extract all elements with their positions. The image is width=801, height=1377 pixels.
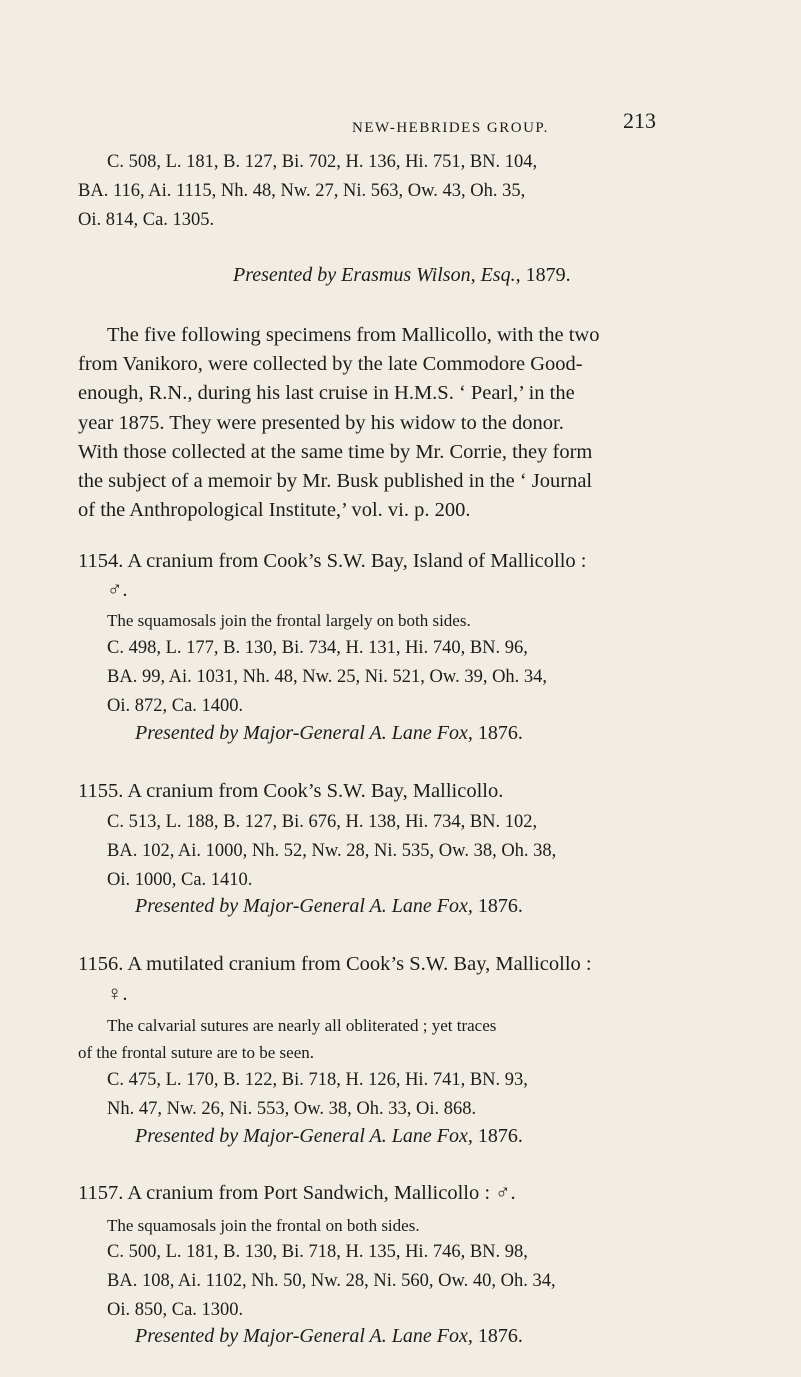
paragraph-line: from Vanikoro, were collected by the late Commodore Good-: [78, 353, 583, 375]
presenter: Presented by Major-General A. Lane Fox,: [135, 722, 478, 744]
entry-heading: 1155. A cranium from Cook’s S.W. Bay, Mallicollo.: [78, 780, 504, 802]
measurement-line: Oi. 872, Ca. 1400.: [107, 696, 244, 716]
entry-heading: 1157. A cranium from Port Sandwich, Mallicollo : ♂.: [78, 1182, 516, 1204]
entry-note: The squamosals join the frontal on both sides.: [107, 1216, 420, 1235]
presenter: Presented by Major-General A. Lane Fox,: [135, 895, 478, 917]
presented-line: [135, 1125, 523, 1148]
measurement-line: BA. 99, Ai. 1031, Nh. 48, Nw. 25, Ni. 521, Ow. 39, Oh. 34,: [107, 667, 548, 687]
measurement-line: BA. 102, Ai. 1000, Nh. 52, Nw. 28, Ni. 535, Ow. 38, Oh. 38,: [107, 841, 557, 861]
presented-year: 1876.: [477, 1325, 523, 1347]
presented-line: [135, 1325, 523, 1348]
measurement-line: C. 513, L. 188, B. 127, Bi. 676, H. 138, Hi. 734, BN. 102,: [107, 812, 538, 832]
paragraph-line: of the Anthropological Institute,’ vol. vi. p. 200.: [78, 499, 471, 521]
entry-note: of the frontal suture are to be seen.: [78, 1043, 315, 1062]
entry-heading: 1154. A cranium from Cook’s S.W. Bay, Island of Mallicollo :: [78, 550, 587, 572]
paragraph-line: the subject of a memoir by Mr. Busk published in the ‘ Journal: [78, 470, 593, 492]
presented-line: [135, 895, 523, 918]
running-head: NEW-HEBRIDES GROUP.: [352, 120, 549, 136]
measurement-line: Oi. 1000, Ca. 1410.: [107, 870, 253, 890]
presented-line: [135, 722, 523, 745]
presenter: Presented by Major-General A. Lane Fox,: [135, 1325, 478, 1347]
text-line: Oi. 814, Ca. 1305.: [78, 210, 215, 230]
paragraph-line: enough, R.N., during his last cruise in H.M.S. ‘ Pearl,’ in the: [78, 382, 575, 404]
presenter: Presented by Erasmus Wilson, Esq.,: [233, 264, 526, 286]
sex-symbol: ♂.: [107, 579, 128, 601]
paragraph-line: year 1875. They were presented by his widow to the donor.: [78, 412, 564, 434]
text-line: BA. 116, Ai. 1115, Nh. 48, Nw. 27, Ni. 563, Ow. 43, Oh. 35,: [78, 181, 526, 201]
page-number: 213: [623, 108, 656, 133]
entry-note: The calvarial sutures are nearly all obliterated ; yet traces: [107, 1016, 497, 1035]
presented-line: [233, 264, 571, 287]
paragraph-line: The five following specimens from Mallicollo, with the two: [107, 324, 600, 346]
measurement-line: C. 500, L. 181, B. 130, Bi. 718, H. 135, Hi. 746, BN. 98,: [107, 1242, 528, 1262]
measurement-line: C. 475, L. 170, B. 122, Bi. 718, H. 126, Hi. 741, BN. 93,: [107, 1070, 528, 1090]
entry-note: The squamosals join the frontal largely on both sides.: [107, 611, 471, 630]
sex-symbol: ♀.: [107, 983, 128, 1005]
measurement-line: Nh. 47, Nw. 26, Ni. 553, Ow. 38, Oh. 33, Oi. 868.: [107, 1099, 477, 1119]
presented-year: 1876.: [477, 1125, 523, 1147]
measurement-line: BA. 108, Ai. 1102, Nh. 50, Nw. 28, Ni. 560, Ow. 40, Oh. 34,: [107, 1271, 556, 1291]
presented-year: 1876.: [477, 895, 523, 917]
text-line: C. 508, L. 181, B. 127, Bi. 702, H. 136, Hi. 751, BN. 104,: [107, 152, 538, 172]
presented-year: 1876.: [477, 722, 523, 744]
presenter: Presented by Major-General A. Lane Fox,: [135, 1125, 478, 1147]
presented-year: 1879.: [525, 264, 571, 286]
measurement-line: C. 498, L. 177, B. 130, Bi. 734, H. 131, Hi. 740, BN. 96,: [107, 638, 528, 658]
entry-heading: 1156. A mutilated cranium from Cook’s S.W. Bay, Mallicollo :: [78, 953, 592, 975]
paragraph-line: With those collected at the same time by Mr. Corrie, they form: [78, 441, 593, 463]
measurement-line: Oi. 850, Ca. 1300.: [107, 1300, 244, 1320]
